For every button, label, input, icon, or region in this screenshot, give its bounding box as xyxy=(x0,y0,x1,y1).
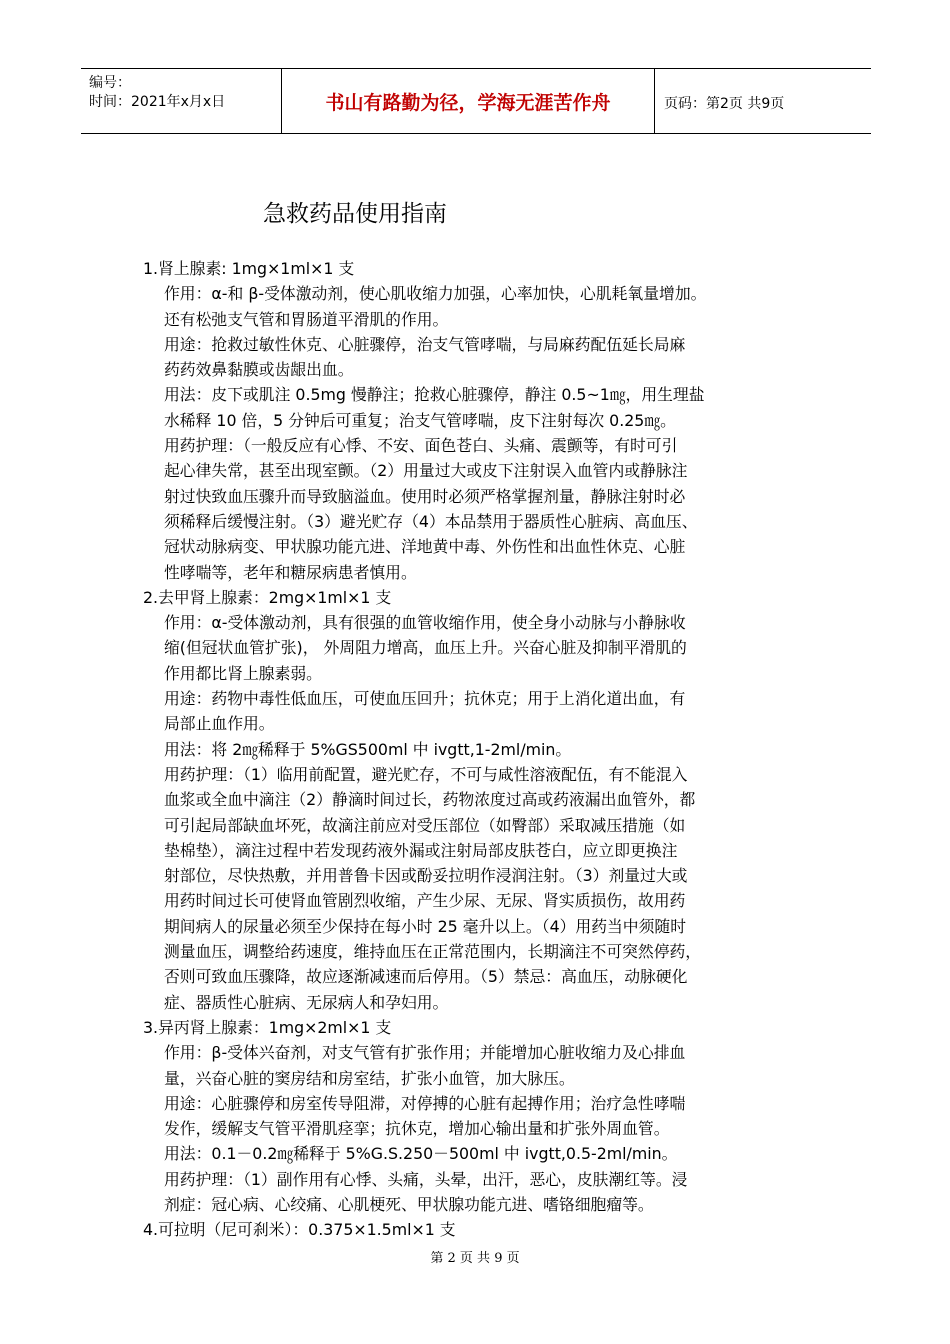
paragraph-line: 用药时间过长可使肾血管剧烈收缩，产生少尿、无尿、肾实质损伤，故用药 xyxy=(164,891,686,911)
paragraph-line: 剂症：冠心病、心绞痛、心肌梗死、甲状腺功能亢进、嗜铬细胞瘤等。 xyxy=(164,1194,654,1214)
paragraph-line: 用途：药物中毒性低血压，可使血压回升；抗休克；用于上消化道出血，有 xyxy=(164,689,686,709)
document-title: 急救药品使用指南 xyxy=(263,201,447,227)
paragraph-line: 须稀释后缓慢注射。（3）避光贮存（4）本品禁用于器质性心脏病、高血压、 xyxy=(164,511,698,531)
time-label: 时间：2021年x月x日 xyxy=(89,94,226,110)
paragraph-line: 用药护理：（一般反应有心悸、不安、面色苍白、头痛、震颤等，有时可引 xyxy=(164,436,678,456)
drug-paragraph xyxy=(143,686,833,737)
paragraph-line: 冠状动脉病变、甲状腺功能亢进、洋地黄中毒、外伤性和出血性休克、心脏 xyxy=(164,537,686,557)
paragraph-line: 作用都比肾上腺素弱。 xyxy=(164,663,322,683)
paragraph-line: 缩(但冠状血管扩张)， 外周阻力增高，血压上升。兴奋心脏及抑制平滑肌的 xyxy=(164,638,687,658)
drug-paragraph xyxy=(143,1141,833,1166)
paragraph-line: 用药护理：（1）副作用有心悸、头痛，头晕，出汗，恶心，皮肤潮红等。浸 xyxy=(164,1169,688,1189)
paragraph-line: 用药护理：（1）临用前配置，避光贮存，不可与咸性溶液配伍，有不能混入 xyxy=(164,764,688,784)
paragraph-line: 药药效鼻黏膜或齿龈出血。 xyxy=(164,360,354,380)
paragraph-line: 发作，缓解支气管平滑肌痉挛；抗休克，增加心输出量和扩张外周血管。 xyxy=(164,1119,670,1139)
paragraph-line: 作用：α-和 β-受体激动剂，使心肌收缩力加强，心率加快，心肌耗氧量增加。 xyxy=(164,284,707,304)
page-footer: 第 2 页 共 9 页 xyxy=(430,1251,520,1266)
paragraph-line: 用法：0.1－0.2㎎稀释于 5%G.S.250－500ml 中 ivgtt,0.5-2ml/min。 xyxy=(164,1144,678,1164)
page-code: 页码：第2页 共9页 xyxy=(664,96,785,112)
paragraph-line: 性哮喘等，老年和糖尿病患者慎用。 xyxy=(164,562,417,582)
paragraph-line: 起心律失常，甚至出现室颤。（2）用量过大或皮下注射误入血管内或静脉注 xyxy=(164,461,688,481)
paragraph-line: 用途：心脏骤停和房室传导阻滞，对停搏的心脏有起搏作用；治疗急性哮喘 xyxy=(164,1093,686,1113)
paragraph-line: 否则可致血压骤降，故应逐渐减速而后停用。（5）禁忌：高血压，动脉硬化 xyxy=(164,967,688,987)
page-header xyxy=(81,68,871,134)
paragraph-line: 可引起局部缺血坏死，故滴注前应对受压部位（如臀部）采取减压措施（如 xyxy=(164,815,686,835)
paragraph-line: 用途：抢救过敏性休克、心脏骤停，治支气管哮喘，与局麻药配伍延长局麻 xyxy=(164,334,686,354)
drug-heading: 1.肾上腺素: 1mg×1ml×1 支 xyxy=(143,259,355,278)
number-label: 编号： xyxy=(89,75,131,91)
paragraph-line: 作用：α-受体激动剂，具有很强的血管收缩作用，使全身小动脉与小静脉收 xyxy=(164,613,686,633)
paragraph-line: 水稀释 10 倍，5 分钟后可重复；治支气管哮喘，皮下注射每次 0.25㎎。 xyxy=(164,410,676,430)
paragraph-line: 垫棉垫），滴注过程中若发现药液外漏或注射局部皮肤苍白，应立即更换注 xyxy=(164,840,678,860)
drug-paragraph xyxy=(143,762,833,1015)
header-motto: 书山有路勤为径，学海无涯苦作舟 xyxy=(281,68,655,134)
drug-paragraph xyxy=(143,737,833,762)
drug-heading: 2.去甲肾上腺素：2mg×1ml×1 支 xyxy=(143,587,392,607)
paragraph-line: 还有松弛支气管和胃肠道平滑肌的作用。 xyxy=(164,309,449,329)
paragraph-line: 局部止血作用。 xyxy=(164,714,275,734)
paragraph-line: 测量血压，调整给药速度，维持血压在正常范围内，长期滴注不可突然停药， xyxy=(164,942,702,962)
header-meta xyxy=(89,74,225,112)
paragraph-line: 用法：皮下或肌注 0.5mg 慢静注；抢救心脏骤停，静注 0.5~1㎎，用生理盐 xyxy=(164,385,705,405)
drug-paragraph xyxy=(143,610,833,686)
paragraph-line: 血浆或全血中滴注（2）静滴时间过长，药物浓度过高或药液漏出血管外，都 xyxy=(164,790,696,810)
drug-paragraph xyxy=(143,1040,833,1091)
drug-paragraph xyxy=(143,281,833,332)
paragraph-line: 作用：β-受体兴奋剂，对支气管有扩张作用；并能增加心脏收缩力及心排血 xyxy=(164,1043,686,1063)
drug-paragraph xyxy=(143,1091,833,1142)
paragraph-line: 量，兴奋心脏的窦房结和房室结，扩张小血管，加大脉压。 xyxy=(164,1068,575,1088)
paragraph-line: 用法：将 2㎎稀释于 5%GS500ml 中 ivgtt,1-2ml/min。 xyxy=(164,739,572,759)
drug-paragraph xyxy=(143,433,833,585)
drug-paragraph xyxy=(143,382,833,433)
paragraph-line: 射部位，尽快热敷，并用普鲁卡因或酚妥拉明作浸润注射。（3）剂量过大或 xyxy=(164,866,688,886)
drug-paragraph xyxy=(143,1167,833,1218)
document-body xyxy=(143,256,833,1243)
drug-paragraph xyxy=(143,332,833,383)
drug-heading: 4.可拉明（尼可刹米）：0.375×1.5ml×1 支 xyxy=(143,1220,456,1240)
drug-heading: 3.异丙肾上腺素：1mg×2ml×1 支 xyxy=(143,1017,392,1037)
paragraph-line: 射过快致血压骤升而导致脑溢血。使用时必须严格掌握剂量，静脉注射时必 xyxy=(164,486,686,506)
paragraph-line: 期间病人的尿量必须至少保持在每小时 25 毫升以上。（4）用药当中须随时 xyxy=(164,916,686,936)
paragraph-line: 症、器质性心脏病、无尿病人和孕妇用。 xyxy=(164,992,449,1012)
